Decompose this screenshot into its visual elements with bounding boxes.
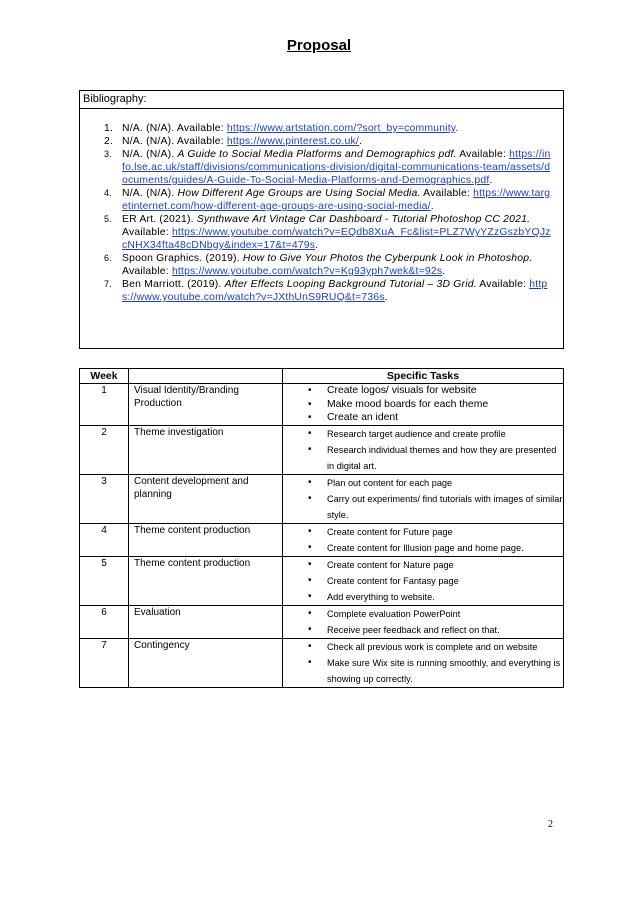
reference-author: N/A. (N/A). bbox=[122, 188, 178, 199]
page-title: Proposal bbox=[286, 37, 352, 54]
header-week: Week bbox=[80, 369, 129, 384]
reference-available-label: Available: bbox=[456, 149, 510, 160]
reference-number: 1. bbox=[104, 123, 114, 134]
task-list bbox=[283, 524, 563, 556]
tasks-cell bbox=[283, 425, 564, 474]
header-activity bbox=[129, 369, 283, 384]
reference-author: Spoon Graphics. (2019). bbox=[122, 253, 243, 264]
reference-number: 4. bbox=[104, 188, 112, 198]
reference-author: N/A. (N/A). Available: bbox=[122, 136, 227, 147]
task-item: • Create content for Illusion page and home page. bbox=[283, 540, 563, 556]
task-item: • Receive peer feedback and reflect on that. bbox=[283, 622, 563, 638]
schedule-table bbox=[79, 368, 564, 688]
reference-number: 2. bbox=[104, 136, 114, 147]
activity-cell: Theme content production bbox=[129, 523, 283, 556]
tasks-cell bbox=[283, 605, 564, 638]
reference-item bbox=[80, 122, 565, 135]
reference-list bbox=[80, 122, 565, 304]
table-row bbox=[80, 523, 564, 556]
reference-title: How Different Age Groups are Using Social Media. bbox=[177, 188, 421, 199]
task-item: • Check all previous work is complete and on website bbox=[283, 639, 563, 655]
table-header-row bbox=[80, 369, 564, 384]
task-item: • Create an ident bbox=[283, 411, 563, 425]
bibliography-box bbox=[79, 90, 564, 349]
reference-number: 5. bbox=[104, 214, 112, 224]
reference-link[interactable]: https://www.pinterest.co.uk/ bbox=[226, 136, 359, 147]
reference-title: After Effects Looping Background Tutorial – 3D Grid. bbox=[224, 279, 477, 290]
activity-cell: Theme investigation bbox=[129, 425, 283, 474]
reference-number: 3. bbox=[104, 149, 112, 159]
week-cell: 7 bbox=[80, 638, 129, 687]
reference-item bbox=[80, 187, 565, 213]
table-row bbox=[80, 605, 564, 638]
reference-title: Synthwave Art Vintage Car Dashboard - Tutorial Photoshop CC 2021. bbox=[196, 214, 531, 225]
activity-cell: Content development and planning bbox=[129, 474, 283, 523]
table-row bbox=[80, 384, 564, 426]
reference-available-label: Available: bbox=[122, 227, 172, 238]
table-row bbox=[80, 556, 564, 605]
task-item: • Complete evaluation PowerPoint bbox=[283, 606, 563, 622]
week-cell: 2 bbox=[80, 425, 129, 474]
reference-link[interactable]: https://info.lse.ac.uk/staff/divisions/communications-division/digital-communications-team/assets/documents/guides/A-Guide-To-Social-Media-Platforms-and-Demographics.pdf bbox=[122, 149, 551, 186]
reference-end-punctuation: . bbox=[430, 201, 434, 212]
table-row bbox=[80, 638, 564, 687]
table-row bbox=[80, 474, 564, 523]
task-list bbox=[283, 557, 563, 605]
reference-link[interactable]: https://www.targetinternet.com/how-different-age-groups-are-using-social-media/ bbox=[122, 188, 551, 212]
reference-available-label: Available: bbox=[420, 188, 474, 199]
reference-end-punctuation: . bbox=[489, 175, 493, 186]
task-item: • Create logos/ visuals for website bbox=[283, 384, 563, 398]
reference-author: Ben Marriott. (2019). bbox=[122, 279, 225, 290]
task-item: • Make sure Wix site is running smoothly, and everything is showing up correctly. bbox=[283, 655, 563, 687]
tasks-cell bbox=[283, 638, 564, 687]
reference-end-punctuation: . bbox=[384, 292, 388, 303]
task-list bbox=[283, 475, 563, 523]
activity-cell: Visual Identity/Branding Production bbox=[129, 384, 283, 426]
week-cell: 5 bbox=[80, 556, 129, 605]
reference-author: ER Art. (2021). bbox=[122, 214, 197, 225]
task-item: • Research individual themes and how they are presented in digital art. bbox=[283, 442, 563, 474]
task-list bbox=[283, 606, 563, 638]
reference-item bbox=[80, 278, 565, 304]
reference-end-punctuation: . bbox=[455, 123, 459, 134]
reference-author: N/A. (N/A). Available: bbox=[122, 123, 227, 134]
tasks-cell bbox=[283, 384, 564, 426]
task-list bbox=[283, 426, 563, 474]
task-item: • Add everything to website. bbox=[283, 589, 563, 605]
task-item: • Create content for Nature page bbox=[283, 557, 563, 573]
reference-end-punctuation: . bbox=[315, 240, 319, 251]
task-list bbox=[283, 384, 563, 425]
task-item: • Plan out content for each page bbox=[283, 475, 563, 491]
header-specific-tasks: Specific Tasks bbox=[283, 369, 564, 384]
reference-link[interactable]: https://www.youtube.com/watch?v=Kg93yph7wek&t=92s bbox=[171, 266, 443, 277]
bibliography-heading: Bibliography: bbox=[80, 91, 563, 109]
reference-title: How to Give Your Photos the Cyberpunk Look in Photoshop. bbox=[242, 253, 533, 264]
reference-item bbox=[80, 213, 565, 252]
week-cell: 4 bbox=[80, 523, 129, 556]
task-item: • Make mood boards for each theme bbox=[283, 398, 563, 412]
tasks-cell bbox=[283, 474, 564, 523]
reference-link[interactable]: https://www.youtube.com/watch?v=JXthUnS9RUQ&t=736s bbox=[122, 279, 548, 303]
reference-number: 6. bbox=[104, 253, 112, 263]
reference-item bbox=[80, 148, 565, 187]
reference-author: N/A. (N/A). bbox=[122, 149, 178, 160]
week-cell: 1 bbox=[80, 384, 129, 426]
tasks-cell bbox=[283, 556, 564, 605]
week-cell: 6 bbox=[80, 605, 129, 638]
reference-end-punctuation: . bbox=[442, 266, 446, 277]
week-cell: 3 bbox=[80, 474, 129, 523]
reference-end-punctuation: . bbox=[358, 136, 363, 147]
reference-available-label: Available: bbox=[476, 279, 530, 290]
reference-item bbox=[80, 135, 565, 148]
reference-link[interactable]: https://www.artstation.com/?sort_by=community bbox=[226, 123, 456, 134]
tasks-cell bbox=[283, 523, 564, 556]
page-number: 2 bbox=[548, 819, 553, 830]
task-item: • Research target audience and create profile bbox=[283, 426, 563, 442]
task-item: • Create content for Fantasy page bbox=[283, 573, 563, 589]
reference-available-label: Available: bbox=[122, 266, 172, 277]
reference-number: 7. bbox=[104, 279, 112, 289]
table-row bbox=[80, 425, 564, 474]
task-item: • Create content for Future page bbox=[283, 524, 563, 540]
reference-title: A Guide to Social Media Platforms and Demographics pdf. bbox=[177, 149, 457, 160]
activity-cell: Evaluation bbox=[129, 605, 283, 638]
activity-cell: Theme content production bbox=[129, 556, 283, 605]
task-item: • Carry out experiments/ find tutorials with images of similar style. bbox=[283, 491, 563, 523]
activity-cell: Contingency bbox=[129, 638, 283, 687]
reference-item bbox=[80, 252, 565, 278]
task-list bbox=[283, 639, 563, 687]
reference-link[interactable]: https://www.youtube.com/watch?v=EQdb8XuA_Fc&list=PLZ7WyYZzGszbYQJzcNHX34fta48cDNbgy&index=17&t=479s bbox=[122, 227, 551, 251]
